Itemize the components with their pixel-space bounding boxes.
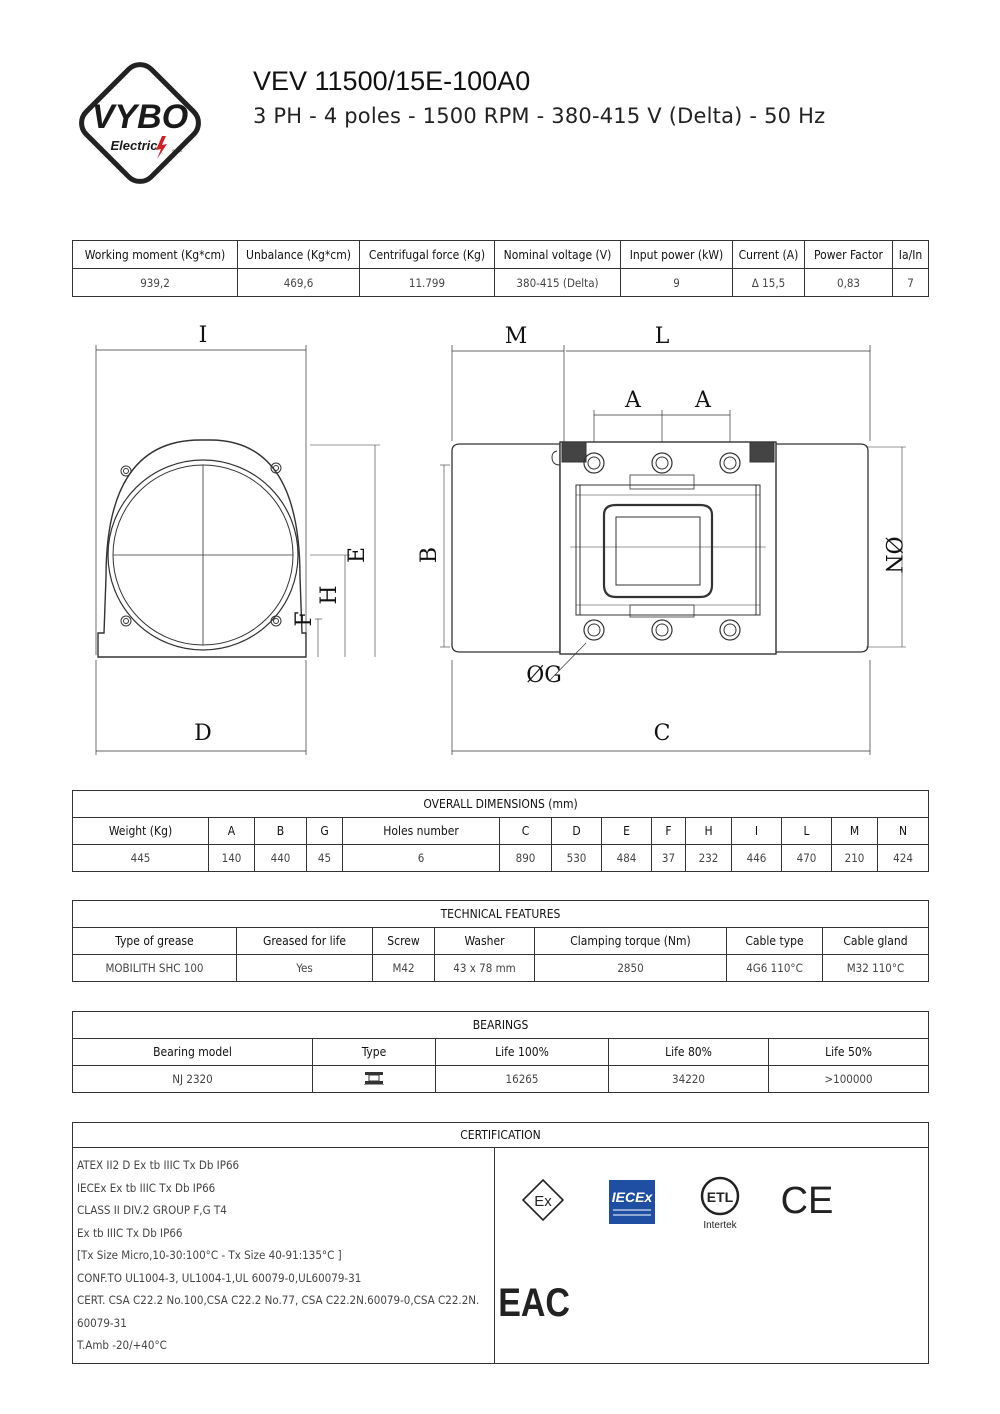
atex-ex-icon [523, 1180, 563, 1220]
spec-value: 7 [893, 269, 929, 297]
dim-header: H [686, 818, 732, 845]
brand-suffix: S.p.A. [172, 148, 183, 153]
dim-value: 6 [343, 845, 500, 872]
dim-label-m: M [504, 324, 528, 349]
cert-line: [Tx Size Micro,10-30:100°C - Tx Size 40-91:135°C ] [77, 1248, 342, 1262]
bearing-value: 34220 [609, 1066, 769, 1093]
dim-value: 440 [255, 845, 307, 872]
iecex-icon [609, 1180, 655, 1224]
dim-header: F [652, 818, 686, 845]
dim-header: L [782, 818, 832, 845]
dim-value: 445 [73, 845, 209, 872]
etl-intertek-icon [702, 1178, 738, 1231]
svg-text:Intertek: Intertek [703, 1220, 737, 1231]
dim-value: 45 [307, 845, 343, 872]
dim-value: 37 [652, 845, 686, 872]
spec-value: 380-415 (Delta) [495, 269, 621, 297]
tech-header: Cable type [727, 928, 823, 955]
dim-header: N [878, 818, 929, 845]
spec-value: 11.799 [360, 269, 495, 297]
tech-value: Yes [237, 955, 373, 982]
dim-label-a1: A [625, 388, 641, 413]
dim-label-b: B [417, 546, 442, 564]
dim-header: C [500, 818, 552, 845]
tech-value: MOBILITH SHC 100 [73, 955, 237, 982]
spec-header: Input power (kW) [621, 241, 733, 269]
dim-value: 232 [686, 845, 732, 872]
dim-header: G [307, 818, 343, 845]
cert-line: CERT. CSA C22.2 No.100,CSA C22.2 No.77, CSA C22.2N.60079-0,CSA C22.2N. [77, 1293, 480, 1307]
dim-header: A [209, 818, 255, 845]
bearing-header: Life 80% [609, 1039, 769, 1066]
dim-label-g: ØG [526, 663, 562, 688]
bearings-title: BEARINGS [73, 1012, 929, 1039]
cert-line: Ex tb IIIC Tx Db IP66 [77, 1225, 183, 1240]
tech-value: 2850 [535, 955, 727, 982]
cert-line: CLASS II DIV.2 GROUP F,G T4 [77, 1203, 227, 1217]
cert-logos [495, 1148, 929, 1354]
bearing-header: Life 50% [769, 1039, 929, 1066]
spec-value: 0,83 [805, 269, 893, 297]
side-view [96, 323, 380, 755]
dim-value: 484 [602, 845, 652, 872]
dimensions-table [72, 790, 929, 872]
cert-line: T.Amb -20/+40°C [77, 1338, 167, 1352]
cert-line: IECEx Ex tb IIIC Tx Db IP66 [77, 1180, 216, 1195]
bearing-header: Life 100% [436, 1039, 609, 1066]
bearings-table [72, 1011, 929, 1093]
spec-header: Working moment (Kg*cm) [73, 241, 238, 269]
dim-header: I [732, 818, 782, 845]
spec-header: Power Factor [805, 241, 893, 269]
dim-header: Weight (Kg) [73, 818, 209, 845]
dim-label-h: H [317, 585, 342, 605]
svg-text:IECEx: IECEx [611, 1189, 653, 1205]
technical-drawing [60, 315, 940, 775]
tech-header: Greased for life [237, 928, 373, 955]
svg-text:Ex: Ex [534, 1193, 552, 1210]
certification-list [73, 1148, 495, 1364]
dimensions-title: OVERALL DIMENSIONS (mm) [73, 791, 929, 818]
ce-mark-icon: CE [780, 1180, 834, 1222]
dim-value: 424 [878, 845, 929, 872]
dim-label-c: C [653, 721, 671, 746]
spec-header: Ia/In [893, 241, 929, 269]
tech-header: Cable gland [823, 928, 929, 955]
spec-value: 469,6 [238, 269, 360, 297]
spec-header: Current (A) [733, 241, 805, 269]
bearing-header: Bearing model [73, 1039, 313, 1066]
bearing-value: >100000 [769, 1066, 929, 1093]
dim-header: M [832, 818, 878, 845]
specs-table [72, 240, 929, 297]
dim-label-i: I [198, 323, 208, 348]
dim-label-a2: A [695, 388, 711, 413]
vybo-logo [70, 58, 210, 188]
bearing-value: 16265 [436, 1066, 609, 1093]
dim-value: 530 [552, 845, 602, 872]
cert-line: ATEX II2 D Ex tb IIIC Tx Db IP66 [77, 1158, 240, 1172]
dim-label-n: ØN [880, 536, 905, 574]
certification-title: CERTIFICATION [73, 1123, 929, 1148]
cert-line: CONF.TO UL1004-3, UL1004-1,UL 60079-0,UL60079-31 [77, 1270, 362, 1285]
front-view [417, 324, 906, 755]
dim-label-d: D [194, 721, 212, 746]
tech-header: Type of grease [73, 928, 237, 955]
tech-value: 43 x 78 mm [435, 955, 535, 982]
dim-header: Holes number [343, 818, 500, 845]
svg-text:ETL: ETL [706, 1189, 734, 1205]
technical-title: TECHNICAL FEATURES [73, 901, 929, 928]
spec-value: 939,2 [73, 269, 238, 297]
tech-header: Washer [435, 928, 535, 955]
dim-header: B [255, 818, 307, 845]
dim-value: 210 [832, 845, 878, 872]
dim-label-e: E [345, 546, 370, 564]
dim-value: 470 [782, 845, 832, 872]
tech-header: Screw [373, 928, 435, 955]
dim-value: 890 [500, 845, 552, 872]
spec-header: Centrifugal force (Kg) [360, 241, 495, 269]
bearing-header: Type [313, 1039, 436, 1066]
dim-label-f: F [292, 611, 317, 627]
tech-header: Clamping torque (Nm) [535, 928, 727, 955]
product-subtitle: 3 PH - 4 poles - 1500 RPM - 380-415 V (Delta) - 50 Hz [253, 104, 826, 128]
tech-value: M42 [373, 955, 435, 982]
spec-value: 9 [621, 269, 733, 297]
brand-name: VYBO [91, 98, 189, 136]
brand-sub: Electric [110, 138, 158, 153]
bearing-type-cell [313, 1066, 436, 1093]
roller-bearing-icon [364, 1071, 384, 1085]
dim-value: 446 [732, 845, 782, 872]
bearing-value: NJ 2320 [73, 1066, 313, 1093]
technical-table [72, 900, 929, 982]
dim-header: E [602, 818, 652, 845]
certification-table [72, 1122, 929, 1364]
spec-value: Δ 15,5 [733, 269, 805, 297]
cert-line: 60079-31 [77, 1315, 127, 1330]
product-title: VEV 11500/15E-100A0 [253, 66, 531, 96]
dim-label-l: L [654, 324, 670, 349]
certification-logos [495, 1148, 929, 1364]
tech-value: M32 110°C [823, 955, 929, 982]
dim-value: 140 [209, 845, 255, 872]
dim-header: D [552, 818, 602, 845]
spec-header: Nominal voltage (V) [495, 241, 621, 269]
tech-value: 4G6 110°C [727, 955, 823, 982]
eac-mark-icon: EAC [498, 1279, 570, 1325]
spec-header: Unbalance (Kg*cm) [238, 241, 360, 269]
